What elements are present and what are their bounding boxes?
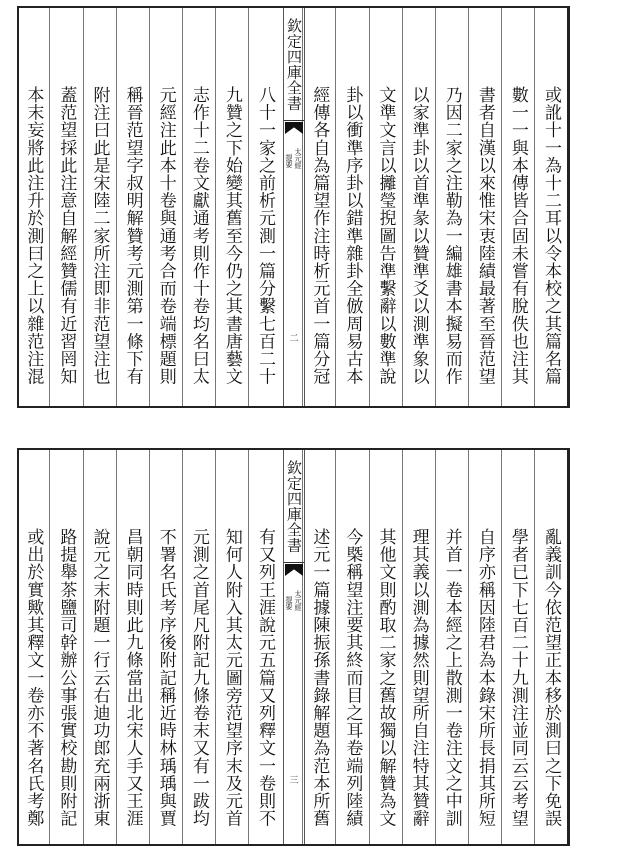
text-column bbox=[468, 450, 501, 844]
column-text: 元經注此本十卷與通考合而卷端標題則 bbox=[155, 86, 176, 386]
column-text: 附注曰此是宋陸二家所注即非范望注也 bbox=[89, 86, 110, 386]
text-column bbox=[534, 8, 567, 406]
column-text: 不署名氏考序後附記稱近時林瑀瑀與賈 bbox=[155, 528, 176, 828]
column-text: 自序亦稱因陸君為本錄宋所長捐其所短 bbox=[474, 528, 495, 828]
text-column bbox=[116, 8, 149, 406]
text-column bbox=[402, 8, 435, 406]
text-column bbox=[402, 450, 435, 844]
text-column bbox=[16, 8, 49, 406]
column-text: 理其義以測為據然則望所自注特其贊辭 bbox=[408, 528, 429, 828]
column-text: 知何人附入其太元圖旁范望序末及元首 bbox=[221, 528, 242, 828]
collection-header: 欽定四庫全書 bbox=[284, 450, 304, 563]
column-text: 述元一篇據陳振孫書錄解題為范本所舊 bbox=[309, 528, 330, 828]
section-label: 提要 bbox=[285, 596, 293, 610]
column-text: 數一一與本傳皆合固未嘗有脫佚也注其 bbox=[507, 86, 528, 386]
text-column bbox=[182, 450, 215, 844]
column-text: 路提舉茶鹽司幹辦公事張實校勘則附記 bbox=[56, 528, 77, 828]
text-column bbox=[369, 450, 402, 844]
text-column bbox=[49, 450, 82, 844]
column-text: 今槩稱望注要其終而目之耳卷端列陸績 bbox=[342, 528, 363, 828]
column-text: 學者已下七百二十九測注並同云云考望 bbox=[507, 528, 528, 828]
text-column bbox=[335, 8, 368, 406]
collection-header: 欽定四庫全書 bbox=[284, 8, 304, 121]
text-column bbox=[149, 450, 182, 844]
text-column bbox=[335, 450, 368, 844]
column-text: 或出於實歟其釋文一卷亦不著名氏考鄭 bbox=[23, 528, 44, 828]
text-column bbox=[302, 8, 335, 406]
column-text: 乃因二家之注勒為一編雄書本擬易而作 bbox=[441, 86, 462, 386]
text-column bbox=[49, 8, 82, 406]
column-text: 有又列王涯說元五篇又列釋文一卷則不 bbox=[255, 528, 275, 828]
column-text: 以家準卦以首準彖以贊準爻以測準象以 bbox=[408, 86, 429, 386]
page-number: 三 bbox=[289, 776, 299, 786]
column-text: 亂義訓今依范望正本移於測曰之下免誤 bbox=[541, 528, 561, 828]
column-text: 或訛十一為十二耳以令本校之其篇名篇 bbox=[541, 86, 561, 386]
text-column bbox=[248, 450, 281, 844]
text-column bbox=[16, 450, 49, 844]
column-text: 文準文言以攡瑩掜圖告準繫辭以數準說 bbox=[375, 86, 396, 386]
text-column bbox=[468, 8, 501, 406]
text-column bbox=[534, 450, 567, 844]
column-text: 并首一卷本經之上散測一卷注文之中訓 bbox=[441, 528, 462, 828]
column-text: 稱晉范望字叔明解贊考元測第一條下有 bbox=[122, 86, 143, 386]
text-column bbox=[83, 450, 116, 844]
text-column bbox=[369, 8, 402, 406]
column-text: 經傳各自為篇望作注時析元首一篇分冠 bbox=[309, 86, 330, 386]
book-title: 太元經 bbox=[294, 148, 302, 169]
page-two bbox=[17, 6, 570, 408]
column-text: 其他文則酌取二家之舊故獨以解贊為文 bbox=[375, 528, 396, 828]
center-fold-column bbox=[283, 8, 305, 406]
column-text: 八十一家之前析元測一篇分繫七百二十 bbox=[255, 86, 275, 386]
text-column bbox=[83, 8, 116, 406]
text-column bbox=[302, 450, 335, 844]
page-number: 二 bbox=[289, 334, 299, 344]
text-column bbox=[501, 8, 534, 406]
column-text: 本末妄將此注升於測曰之上以雜范注混 bbox=[23, 86, 44, 386]
column-text: 昌朝同時則此九條當出北宋人手又王涯 bbox=[122, 528, 143, 828]
column-text: 卦以衝準序卦以錯準雜卦全倣周易古本 bbox=[342, 86, 363, 386]
center-fold-column bbox=[283, 450, 305, 844]
column-text: 元測之首尾凡附記九條卷末又有一跋均 bbox=[188, 528, 209, 828]
column-text: 蓋范望採此注意自解經贊儒有近習罔知 bbox=[56, 86, 77, 386]
text-column bbox=[248, 8, 281, 406]
text-column bbox=[435, 450, 468, 844]
book-title: 太元經 bbox=[294, 590, 302, 611]
fishtail-mark-icon bbox=[285, 122, 303, 134]
text-column bbox=[435, 8, 468, 406]
text-column bbox=[182, 8, 215, 406]
page-three bbox=[17, 448, 570, 846]
column-text: 說元之末附題一行云右迪功郎充兩浙東 bbox=[89, 528, 110, 828]
section-label: 提要 bbox=[285, 154, 293, 168]
column-text: 志作十二卷文獻通考則作十卷均名曰太 bbox=[188, 86, 209, 386]
text-column bbox=[149, 8, 182, 406]
fishtail-mark-icon bbox=[285, 564, 303, 576]
column-text: 書者自漢以來惟宋衷陸績最著至晉范望 bbox=[474, 86, 495, 386]
column-text: 九贊之下始變其舊至今仍之其書唐藝文 bbox=[221, 86, 242, 386]
text-column bbox=[215, 8, 248, 406]
text-column bbox=[501, 450, 534, 844]
text-column bbox=[215, 450, 248, 844]
text-column bbox=[116, 450, 149, 844]
